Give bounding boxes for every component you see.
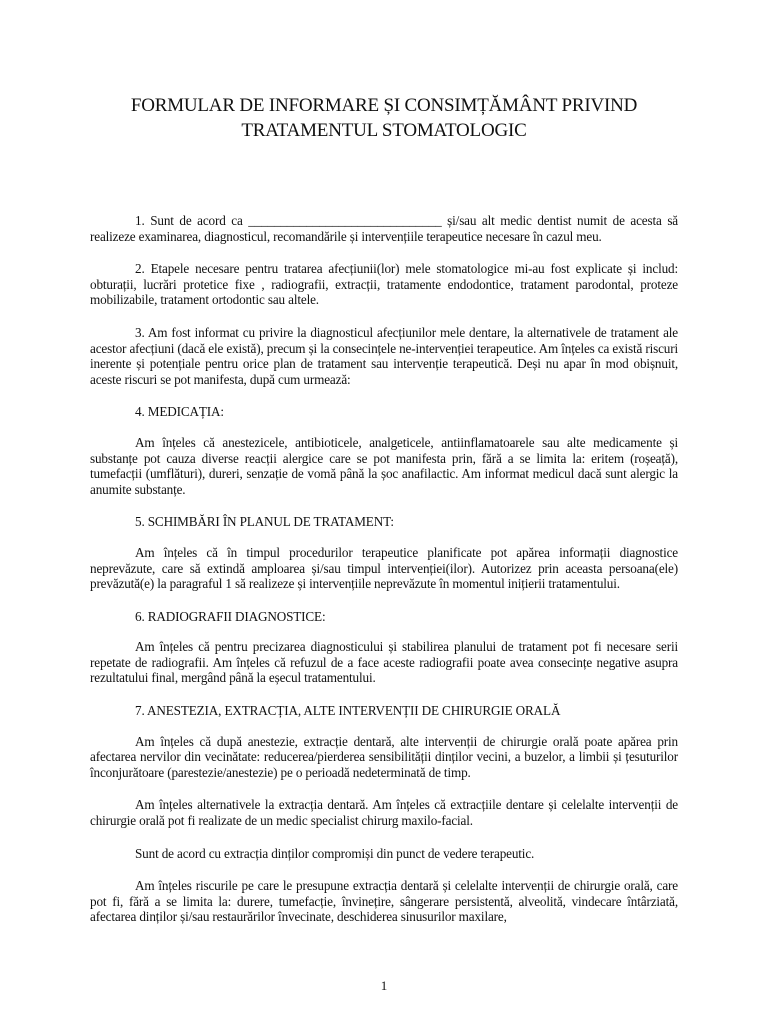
page-number: 1 <box>380 978 388 993</box>
paragraph-2-treatment-stages: 2. Etapele necesare pentru tratarea afecțiunii(lor) mele stomatologice mi-au fost explicate și includ: obturații, lucrări protetice fixe , radiografii, extracții, tratamente endodontice, tratament parodontal, proteze mobilizabile, tratament ortodontic sau altele. <box>90 261 678 308</box>
paragraph-medication: Am înțeles că anestezicele, antibioticele, analgeticele, antiinflamatoarele sau alte medicamente și substanțe pot cauza diverse reacții alergice care se pot manifesta prin, fără a se limita la: eritem (roșeață), tumefacții (umflături), dureri, senzație de vomă până la șoc anafilactic. Am informat medicul dacă sunt alergic la anumite substanțe. <box>90 434 678 497</box>
document-title <box>90 93 678 143</box>
paragraph-radiographs: Am înțeles că pentru precizarea diagnosticului și stabilirea planului de tratament pot fi necesare serii repetate de radiografii. Am înțeles că refuzul de a face aceste radiografii poate avea consecințe negative asupra rezultatului final, mergând până la eșecul tratamentului. <box>90 639 678 686</box>
paragraph-extraction-risks: Am înțeles riscurile pe care le presupune extracția dentară și celelalte intervenții de chirurgie orală, care pot fi, fără a se limita la: durere, tumefacție, învinețire, sângerare persistentă, alveolită, vindecare întârziată, afectarea dinților și/sau restaurărilor învecinate, deschiderea sinusurilor maxilare, <box>90 878 678 925</box>
section-heading-medication: 4. MEDICAȚIA: <box>135 404 224 420</box>
section-heading-plan-changes: 5. SCHIMBĂRI ÎN PLANUL DE TRATAMENT: <box>135 514 394 530</box>
paragraph-extraction-consent: Sunt de acord cu extracția dinților compromiși din punct de vedere terapeutic. <box>135 845 535 861</box>
title-line-2: TRATAMENTUL STOMATOLOGIC <box>241 120 527 141</box>
section-heading-oral-surgery: 7. ANESTEZIA, EXTRACȚIA, ALTE INTERVENȚII DE CHIRURGIE ORALĂ <box>135 703 561 719</box>
title-line-1: FORMULAR DE INFORMARE ȘI CONSIMȚĂMÂNT PRIVIND <box>130 95 638 116</box>
section-heading-radiographs: 6. RADIOGRAFII DIAGNOSTICE: <box>135 608 326 624</box>
paragraph-1-consent: 1. Sunt de acord ca ______________________________ și/sau alt medic dentist numit de acesta să realizeze examinarea, diagnosticul, recomandările și intervențiile terapeutice necesare în cazul meu. <box>90 213 678 244</box>
paragraph-3-diagnosis-info: 3. Am fost informat cu privire la diagnosticul afecțiunilor mele dentare, la alternativele de tratament ale acestor afecțiuni (dacă ele există), precum și la consecințele ne-intervenției terapeutice. Am înțeles ca există riscuri inerente și potențiale pentru orice plan de tratament sau intervenție terapeutică. Deși nu apar în mod obișnuit, aceste riscuri se pot manifesta, după cum urmează: <box>90 324 678 387</box>
paragraph-plan-changes: Am înțeles că în timpul procedurilor terapeutice planificate pot apărea informații diagnostice neprevăzute, care să extindă amploarea și/sau timpul intervenției(ilor). Autorizez prin aceasta persoana(ele) prevăzută(e) la paragraful 1 să realizeze și intervențiile neprevăzute în momentul inițierii tratamentului. <box>90 544 678 592</box>
paragraph-oral-surgery-alternatives: Am înțeles alternativele la extracția dentară. Am înțeles că extracțiile dentare și celelalte intervenții de chirurgie orală pot fi realizate de un medic specialist chirurg maxilo-facial. <box>90 797 678 829</box>
paragraph-oral-surgery-nerves: Am înțeles că după anestezie, extracție dentară, alte intervenții de chirurgie orală poate apărea prin afectarea nervilor din vecinătate: reducerea/pierderea sensibilității dinților vecini, a buzelor, a limbii și țesuturilor înconjurătoare (parestezie/anestezie) pe o perioadă nedeterminată de timp. <box>90 733 678 780</box>
